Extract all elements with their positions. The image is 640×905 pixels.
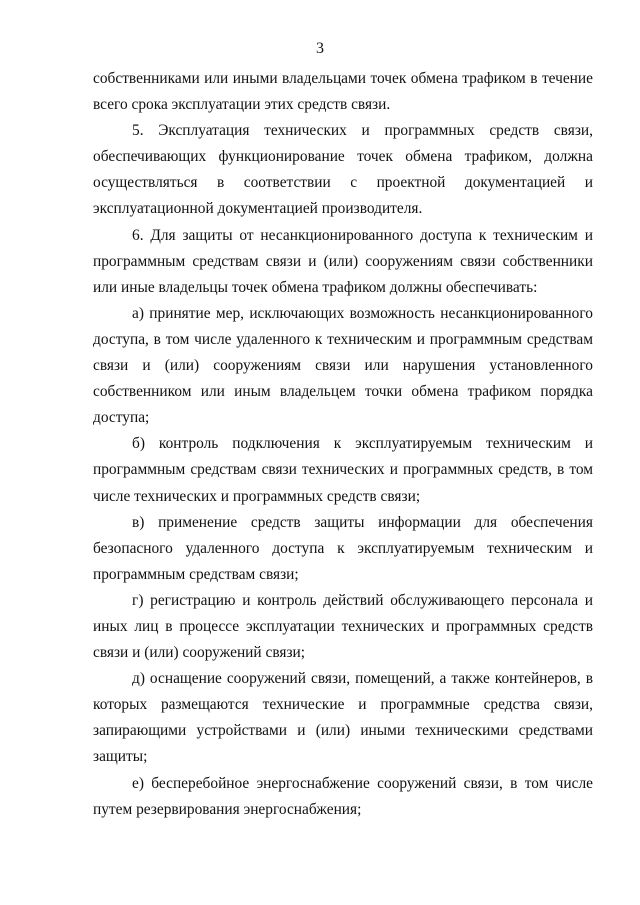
- paragraph-item-5: 5. Эксплуатация технических и программных средств связи, обеспечивающих функционирование точек обмена трафиком, должна осуществляться в соответствии с проектной документацией и эксплуатационной документацией производителя.: [93, 122, 593, 218]
- paragraph-continuation: собственниками или иными владельцами точек обмена трафиком в течение всего срока эксплуатации этих средств связи.: [93, 70, 593, 114]
- paragraph-item-6: 6. Для защиты от несанкционированного доступа к техническим и программным средствам связи и (или) сооружениям связи собственники или иные владельцы точек обмена трафиком должны обеспечивать:: [93, 226, 593, 296]
- paragraph-item-6g: г) регистрацию и контроль действий обслуживающего персонала и иных лиц в процессе эксплуатации технических и программных средств связи и (или) сооружений связи;: [93, 591, 593, 662]
- document-body: [93, 66, 593, 823]
- paragraph-item-6v: в) применение средств защиты информации для обеспечения безопасного удаленного доступа к эксплуатируемым техническим и программным средствам связи;: [93, 513, 593, 583]
- paragraph-item-6a: а) принятие мер, исключающих возможность несанкционированного доступа, в том числе удаленного к техническим и программным средствам связи и (или) сооружениям связи или нарушения установленного собственником или иным владельцем точки обмена трафиком порядка доступа;: [93, 304, 593, 427]
- paragraph-item-6e: е) бесперебойное энергоснабжение сооружений связи, в том числе путем резервирования энергоснабжения;: [93, 774, 593, 818]
- page-number: 3: [316, 40, 324, 57]
- paragraph-item-6d: д) оснащение сооружений связи, помещений, а также контейнеров, в которых размещаются технические и программные средства связи, запирающими устройствами и (или) иными техническими средствами защиты;: [93, 670, 593, 766]
- paragraph-item-6b: б) контроль подключения к эксплуатируемым техническим и программным средствам связи технических и программных средств, в том числе технических и программных средств связи;: [93, 435, 593, 505]
